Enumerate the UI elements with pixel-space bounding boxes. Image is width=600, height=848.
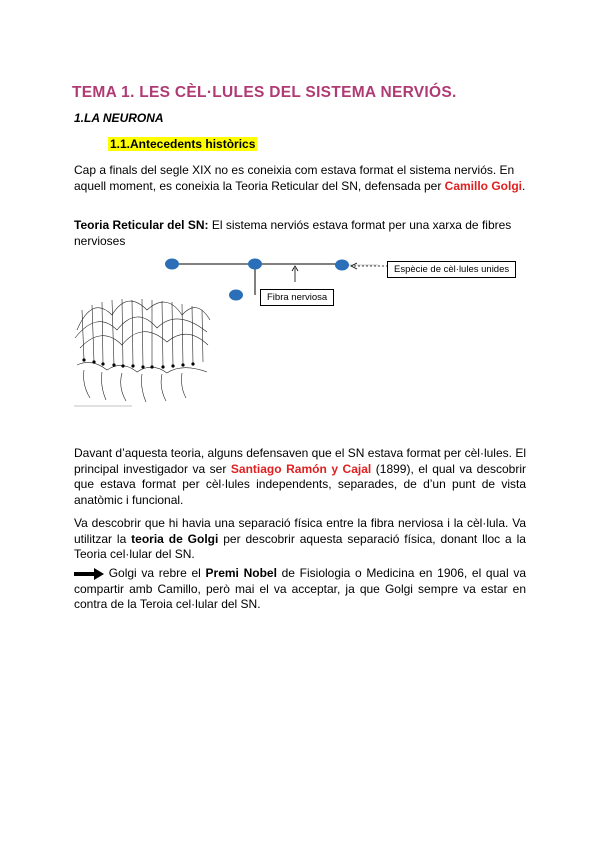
cell-node [229, 290, 243, 301]
cell-node [248, 259, 262, 270]
highlight-cajal: Santiago Ramón y Cajal [230, 461, 372, 476]
paragraph-text: . [522, 178, 526, 193]
nobel-term: Premi Nobel [205, 566, 277, 580]
neuron-network-illustration [72, 290, 212, 410]
reticular-label: Teoria Reticular del SN: [74, 218, 209, 232]
page-title: TEMA 1. LES CÈL·LULES DEL SISTEMA NERVIÓS. [72, 84, 457, 101]
paragraph-intro [74, 163, 526, 194]
paragraph-text: (1899), el qual va descobrir que estava format per cèl·lules independents, separades, de d’un punt de vista anatòmic i funcional. [74, 461, 527, 507]
golgi-theory-term: teoria de Golgi [131, 531, 219, 546]
paragraph-text: per descobrir aquesta separació física, donant lloc a la Teoria cel·lular del SN. [74, 531, 526, 561]
paragraph-text: Davant d’aquesta teoria, alguns defensaven que el SN estava format per cèl·lules. El principal investigador va ser [74, 446, 526, 476]
paragraph-nobel [74, 566, 526, 613]
cell-node [335, 260, 349, 271]
paragraph-reticular [74, 218, 526, 249]
label-nerve-fibre: Fibra nerviosa [260, 289, 334, 306]
subsection-heading: 1.1.Antecedents històrics [110, 137, 256, 151]
paragraph-cajal [74, 446, 526, 508]
paragraph-text: Va descobrir que hi havia una separació física entre la fibra nerviosa i la cèl·lula. Va utilitzar la [74, 516, 526, 546]
highlight-golgi: Camillo Golgi [444, 178, 522, 193]
paragraph-separation [74, 516, 526, 563]
right-arrow-icon [74, 568, 104, 580]
section-heading: 1.LA NEURONA [74, 111, 164, 125]
paragraph-text: Golgi va rebre el [104, 566, 206, 580]
paragraph-text: de Fisiologia o Medicina en 1906, el qual va compartir amb Camillo, però mai el va acceptar, ja que Golgi sempre va estar en contra de la Teroia cel·lular del SN. [74, 566, 526, 611]
cell-node [165, 259, 179, 270]
label-cells-joined: Espècie de cèl·lules unides [387, 261, 516, 278]
paragraph-text: Cap a finals del segle XIX no es coneixia com estava format el sistema nerviós. En aquell moment, es coneixia la Teoria Reticular del SN, defensada per [74, 163, 515, 193]
paragraph-text: El sistema nerviós estava format per una xarxa de fibres nervioses [74, 218, 512, 248]
